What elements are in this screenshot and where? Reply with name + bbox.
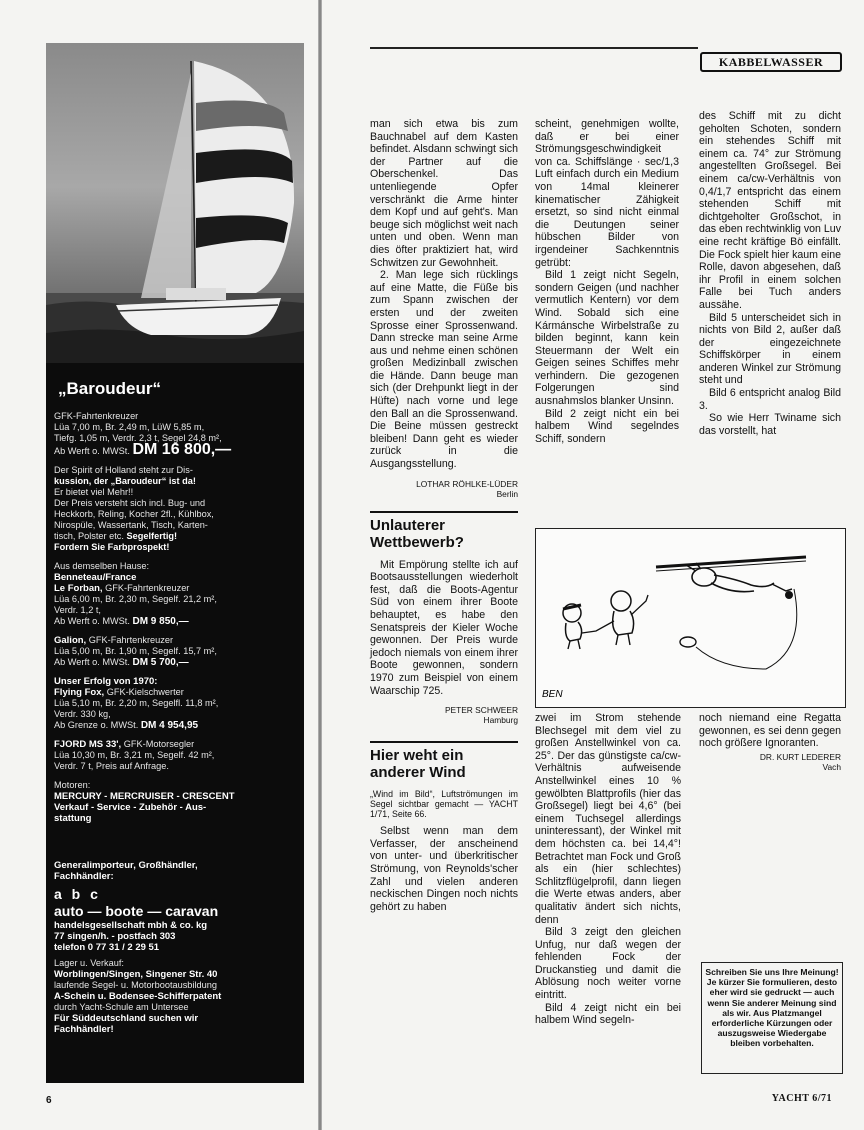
fjord-heading: FJORD MS 33', GFK-Motorsegler	[54, 739, 195, 750]
service: Verkauf - Service - Zubehör - Aus-	[54, 802, 207, 813]
column-3-bottom	[699, 712, 841, 772]
ad-line: Tiefg. 1,05 m, Verdr. 2,3 t, Segel 24,8 m²,	[54, 433, 222, 443]
letter-signature: DR. KURT LEDERER	[759, 751, 841, 762]
ad-promo-line: kussion, der „Baroudeur“ ist da!	[54, 476, 196, 486]
paragraph: So wie Herr Twiname sich das vorstellt, hat	[699, 412, 841, 437]
column-1	[370, 118, 518, 913]
flying-heading: Flying Fox, GFK-Kielschwerter	[54, 687, 184, 698]
flying-price-line: Ab Grenze o. MWSt. DM 4 954,95	[54, 720, 199, 731]
letter-city: Hamburg	[483, 715, 518, 726]
training-line: durch Yacht-Schule am Untersee	[54, 1002, 189, 1012]
galion-line: Lüa 5,00 m, Br. 1,90 m, Segelf. 15,7 m²,	[54, 646, 217, 656]
dealer-search: Für Süddeutschland suchen wir	[54, 1013, 199, 1024]
letter-signature: LOTHAR RÖHLKE-LÜDER	[416, 478, 518, 489]
sailboat-photo	[46, 43, 304, 363]
letter-signature: PETER SCHWEER	[444, 705, 518, 716]
cartoon-drawing	[536, 529, 842, 704]
article-reference: „Wind im Bild“, Luftströmungen im Segel sichtbar gemacht — YACHT 1/71, Seite 66.	[370, 789, 518, 820]
paragraph: Mit Empörung stellte ich auf Bootsausstellungen wiederholt fest, daß die Boots-Agentur Süd von einem ihrer Boote behauptet, es habe den Senatspreis der Kieler Woche gewonnen. Der Preis wurde jedoch niemals von einem ihrer Boote gewonnen, sondern 1970 zum Beispiel von einem Waarschip 725.	[370, 558, 518, 697]
rubric-label: KABBELWASSER	[700, 52, 842, 72]
ad-promo-line: Er bietet viel Mehr!!	[54, 487, 134, 497]
cartoon-signature: BEN	[542, 689, 563, 700]
company-address: 77 singen/h. - postfach 303	[54, 931, 176, 942]
paragraph: Selbst wenn man dem Verfasser, der anscheinend von unter- und überkritischer Strömung, von Reynolds'scher Zahl und vielen anderen neckischen Dingen noch nichts gehört zu haben	[370, 825, 518, 913]
galion-price-line: Ab Werft o. MWSt. DM 5 700,—	[54, 657, 189, 668]
service: stattung	[54, 813, 92, 824]
paragraph: man sich etwa bis zum Bauchnabel auf dem Kasten befindet. Alsdann schwingt sich der Partner auf die Oberschenkel. Das untenliegende Opfer verschränkt die Arme hinter dem Kopf und auf geht's. Man beuge sich möglichst weit nach unten und oben. Wenn man dies öfter praktiziert hat, wird Schwitzen zur Gewohnheit.	[370, 118, 518, 269]
paragraph: 2. Man lege sich rücklings auf eine Matte, die Füße bis zum Spann zwischen der ersten und der zweiten Sprosse einer Sprossenwand. Dann strecke man seine Arme aus und nehme einen schönen großen Medizinball zwischen die Hände. Dann beuge man sich (der Drehpunkt liegt in der Hüfte) nach vorne und lege den Ball an die Sprossenwand. Die Beine müssen gestreckt bleiben! Dann geht es wieder zurück in die Ausgangsstellung.	[370, 269, 518, 471]
forban-line: Verdr. 1,2 t,	[54, 605, 101, 615]
paragraph: Bild 4 zeigt nicht ein bei halbem Wind segeln-	[535, 1001, 681, 1027]
page-gutter	[318, 0, 322, 1130]
column-2-bottom	[535, 712, 681, 1027]
paragraph: Bild 5 unterscheidet sich in nichts von Bild 2, außer daß der eingezeichnete Schiffskörper in einem anderen Winkel zur Strömung steht und	[699, 311, 841, 387]
lager-address: Worblingen/Singen, Singener Str. 40	[54, 969, 218, 980]
paragraph: zwei im Strom stehende Blechsegel mit dem viel zu großen Anstellwinkel von ca. 25°. Der das günstigste ca/cw-Verhältnis aufweisende Anstellwinkel eines 10 % gewölbten Blattprofils (hier das Großsegel) liegt bei 4,6° (bei einem Tuchsegel allerdings uninteressant), der Winkel mit dem höchsten ca. bei 14,4°! Betrachtet man Fock und Groß als ein (hier schlechtes) Schlitzflügelprofil, dann liegen die Werte etwas anders, aber qualitativ ändert sich nichts, denn	[535, 712, 681, 926]
company-phone: telefon 0 77 31 / 2 29 51	[54, 942, 160, 953]
paragraph: Bild 3 zeigt den gleichen Unfug, nur daß wegen der fehlenden Fock der Druckanstieg und damit die Ablösung noch weiter vorne eintritt.	[535, 926, 681, 1002]
advertisement	[46, 43, 304, 1083]
flying-line: Lüa 5,10 m, Br. 2,20 m, Segelfl. 11,8 m²,	[54, 698, 219, 708]
flying-line: Verdr. 330 kg,	[54, 709, 111, 719]
ad-line: GFK-Fahrtenkreuzer	[54, 411, 139, 421]
training-line: laufende Segel- u. Motorbootausbildung	[54, 980, 217, 990]
paragraph: des Schiff mit zu dicht geholten Schoten, sondern ein stehendes Schiff mit einem ca. 74° zur Strömung angestellten Großsegel. Bei einem ca/cw-Verhältnis von 0,4/1,7 entspricht das einem stehenden Schiff mit dichtgeholter Großschot, in das eben rechtwinklig von Luv eine recht kräftige Bö einfällt. Die Fock spielt hier kaum eine Rolle, davon abgesehen, daß ihr Profil in einem solchen Falle bei Tuch anders aussähe.	[699, 110, 841, 311]
company-tagline: auto — boote — caravan	[54, 903, 219, 919]
letter-city: Vach	[822, 761, 841, 772]
training-line: A-Schein u. Bodensee-Schifferpatent	[54, 991, 222, 1002]
letter-city: Berlin	[496, 488, 518, 499]
ad-title: „Baroudeur“	[58, 379, 161, 398]
paragraph: scheint, genehmigen wollte, daß er bei einer Strömungsgeschwindigkeit von ca. Schiffslänge · sec/1,3 Luft einfach durch ein Medium von 14mal kleinerer kinematischer Zähigkeit ersetzt, so sind nicht einmal die Deutungen seiner hübschen Bilder von irgendeiner Sachkenntnis getrübt:	[535, 118, 679, 269]
forban-price-line: Ab Werft o. MWSt. DM 9 850,—	[54, 616, 189, 627]
lager-label: Lager u. Verkauf:	[54, 958, 124, 968]
ad-price: DM 16 800,—	[132, 441, 232, 458]
company-logo-abc: a b c	[54, 886, 101, 902]
ad-promo-line: Nirospüle, Wassertank, Tisch, Karten-	[54, 520, 208, 530]
paragraph: Bild 2 zeigt nicht ein bei halbem Wind segelndes Schiff, sondern	[535, 407, 679, 445]
fjord-line: Lüa 10,30 m, Br. 3,21 m, Segelf. 42 m²,	[54, 750, 215, 760]
header-rule	[370, 47, 698, 49]
ad-promo-cta: Fordern Sie Farbprospekt!	[54, 542, 170, 552]
fjord-line: Verdr. 7 t, Preis auf Anfrage.	[54, 761, 169, 771]
motors-label: Motoren:	[54, 780, 91, 790]
importer: Fachhändler:	[54, 871, 114, 882]
company-name: handelsgesellschaft mbh & co. kg	[54, 920, 208, 931]
paragraph: Bild 1 zeigt nicht Segeln, sondern Geigen (und nachher vermutlich Kentern) vor dem Wind. Sobald sich eine Kármánsche Wirbelstraße zu bilden beginnt, kann kein Steuermann der Welt ein Geigen seines Schiffes mehr verhindern. Die gezogenen Folgerungen sind ausnahmslos blanker Unsinn.	[535, 269, 679, 408]
dealer-search: Fachhändler!	[54, 1024, 114, 1035]
headline-anderer-wind: Hier weht ein anderer Wind	[370, 741, 518, 781]
sailboat-illustration	[46, 43, 304, 363]
ad-price-prefix: Ab Werft o. MWSt.	[54, 446, 130, 456]
paragraph: noch niemand eine Regatta gewonnen, es sei denn gegen noch größere Ignoranten.	[699, 712, 841, 750]
ad-line: Lüa 7,00 m, Br. 2,49 m, LüW 5,85 m,	[54, 422, 205, 432]
motors: MERCURY - MERCRUISER - CRESCENT	[54, 791, 235, 802]
page-number-left: 6	[46, 1095, 52, 1106]
ad-brand: Benneteau/France	[54, 572, 137, 583]
page-footer: YACHT 6/71	[771, 1093, 832, 1104]
importer: Generalimporteur, Großhändler,	[54, 860, 198, 871]
ad-promo-line: Heckkorb, Reling, Kocher 2fl., Kühlbox,	[54, 509, 214, 519]
ad-success: Unser Erfolg von 1970:	[54, 676, 158, 687]
headline-unlauterer: Unlauterer Wettbewerb?	[370, 511, 518, 551]
forban-line: Lüa 6,00 m, Br. 2,30 m, Segelf. 21,2 m²,	[54, 594, 217, 604]
reader-letters-notice: Schreiben Sie uns Ihre Meinung! Je kürzer Sie formulieren, desto eher wird sie gedruckt — auch wenn Sie anderer Meinung sind als wir. Aus Platzmangel erforderliche Kürzungen oder auszugsweise Wiedergabe bleiben vorbehalten.	[701, 962, 843, 1074]
ad-house: Aus demselben Hause:	[54, 561, 149, 571]
galion-heading: Galion, GFK-Fahrtenkreuzer	[54, 635, 174, 646]
ad-price-line	[54, 441, 296, 458]
forban-heading: Le Forban, GFK-Fahrtenkreuzer	[54, 583, 190, 594]
ad-promo-line: tisch, Polster etc. Segelfertig!	[54, 531, 178, 541]
column-2-top	[535, 118, 679, 445]
cartoon	[535, 528, 846, 708]
ad-promo-line: Der Spirit of Holland steht zur Dis-	[54, 465, 193, 475]
paragraph: Bild 6 entspricht analog Bild 3.	[699, 387, 841, 412]
ad-promo-line: Der Preis versteht sich incl. Bug- und	[54, 498, 206, 508]
column-3-top	[699, 110, 841, 437]
